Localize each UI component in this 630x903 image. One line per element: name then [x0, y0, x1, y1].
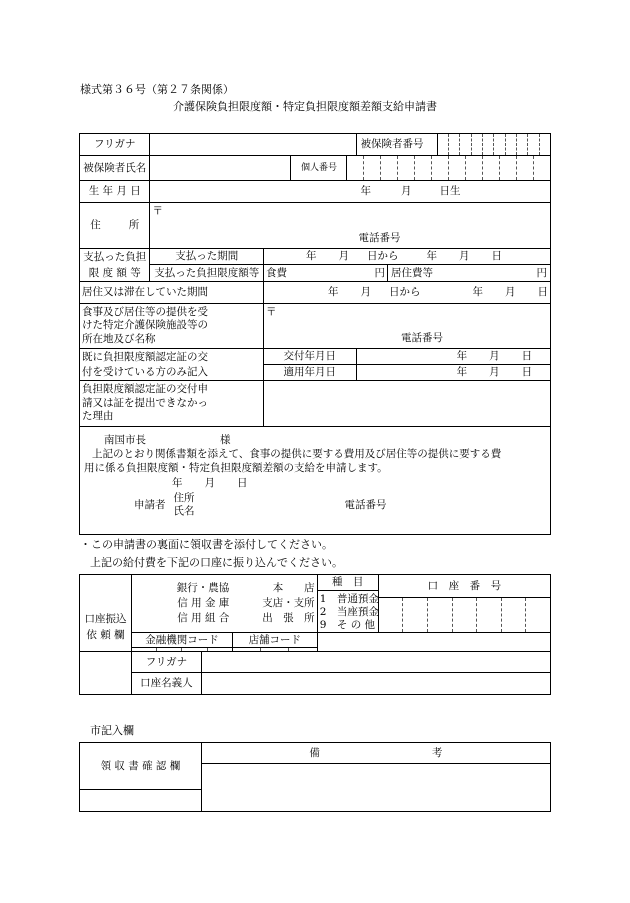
- account-number-boxes[interactable]: [379, 598, 550, 632]
- account-type-options[interactable]: 1 普通預金 2 当座預金 9 そ の 他: [319, 592, 379, 631]
- dob-year: 年: [360, 185, 371, 198]
- insured-number-cell: [356, 134, 550, 156]
- stay-field[interactable]: 年 月 日から 年 月 日: [263, 282, 550, 304]
- residence-yen: 円: [536, 266, 547, 279]
- account-type-label: 種 目: [318, 575, 378, 591]
- reason-field[interactable]: [263, 381, 550, 427]
- holder-spacer-2: [80, 673, 132, 695]
- office-use-label: 市記入欄: [90, 724, 134, 737]
- paid-period-label: 支払った期間: [150, 249, 264, 265]
- applicant-phone-label: 電話番号: [344, 499, 387, 512]
- receipt-note: ・この申請書の裏面に領収書を添付してください。: [80, 538, 333, 551]
- furigana-input[interactable]: [150, 134, 356, 156]
- branch-code-boxes[interactable]: [233, 648, 317, 651]
- dob-field[interactable]: [150, 181, 551, 203]
- insured-name-input[interactable]: [150, 156, 290, 180]
- addressee: 南国市長: [104, 434, 146, 446]
- bank-code-label: 金融機関コード: [132, 633, 232, 648]
- holder-spacer-1: [80, 652, 132, 673]
- insured-name-label: 被保険者氏名: [80, 156, 150, 181]
- page-title: 介護保険負担限度額・特定負担限度額差額支給申請書: [173, 100, 437, 113]
- paid-label-2: 限 度 額 等: [80, 265, 150, 282]
- reason-label: 負担限度額認定証の交付申 請又は証を提出できなかっ た理由: [80, 381, 264, 427]
- holder-furigana-label: フリガナ: [131, 652, 201, 673]
- insured-number-label: 被保険者番号: [360, 138, 424, 151]
- applicant-label: 申請者: [134, 499, 166, 512]
- food-label: 食費: [265, 266, 287, 279]
- facility-phone-label: 電話番号: [400, 332, 443, 345]
- paid-amount-field[interactable]: [263, 265, 550, 282]
- apply-date-field[interactable]: 年 月 日: [356, 365, 550, 381]
- certificate-label-1: 既に負担限度額認定証の交: [80, 349, 264, 365]
- receipt-check-field[interactable]: [80, 790, 202, 812]
- bank-code-boxes[interactable]: [132, 648, 232, 651]
- applicant-address-name: 住所 氏名: [173, 491, 195, 518]
- facility-label: 食事及び居住等の提供を受 けた特定介護保険施設等の 所在地及び名称: [80, 304, 264, 349]
- insured-name-row: [150, 156, 551, 181]
- bank-transfer-label: 口座振込 依 頼 欄: [80, 575, 132, 652]
- bank-type-options[interactable]: 銀行・農協 信 用 金 庫 信 用 組 合: [131, 575, 231, 633]
- facility-postal: 〒: [265, 306, 277, 318]
- paid-amount-label: 支払った負担限度額等: [150, 265, 264, 282]
- address-field[interactable]: [150, 203, 551, 249]
- certificate-label-2: 付を受けている方のみ記入: [80, 365, 264, 381]
- address-phone-label: 電話番号: [358, 232, 401, 245]
- holder-furigana-input[interactable]: [201, 652, 550, 673]
- insured-number-boxes[interactable]: [437, 134, 550, 155]
- branch-code-label: 店舗コード: [233, 633, 317, 648]
- individual-number-label: 個人番号: [290, 156, 346, 180]
- facility-field[interactable]: [263, 304, 550, 349]
- transfer-note: 上記の給付費を下記の口座に振り込んでください。: [90, 556, 343, 569]
- application-form-table: [79, 133, 551, 535]
- form-number: 様式第３６号（第２７条関係）: [80, 83, 234, 96]
- codes-row: [131, 633, 317, 652]
- honorific: 様: [220, 434, 231, 446]
- address-label: 住 所: [80, 203, 150, 249]
- issue-date-field[interactable]: 年 月 日: [356, 349, 550, 365]
- receipt-check-label: 領 収 書 確 認 欄: [80, 743, 202, 790]
- apply-date-label: 適用年月日: [263, 365, 356, 381]
- account-type-number: [317, 575, 550, 633]
- remarks-header: 備 考: [201, 743, 550, 764]
- application-declaration: 南国市長 様 上記のとおり関係書類を添えて、食事の提供に要する費用及び居住等の提供に要する費 用に係る負担限度額・特定負担限度額差額の支給を申請します。 年 月 日 申請者 住所 氏名 電話番号: [80, 427, 551, 535]
- remarks-field[interactable]: [201, 764, 550, 812]
- dob-month: 月: [400, 185, 412, 198]
- bank-transfer-table: [79, 574, 551, 695]
- individual-number-boxes[interactable]: [346, 156, 550, 180]
- dob-day: 日生: [439, 185, 461, 198]
- application-body-1: 上記のとおり関係書類を添えて、食事の提供に要する費用及び居住等の提供に要する費: [92, 448, 502, 461]
- stay-label: 居住又は滞在していた期間: [80, 282, 264, 304]
- account-number-continue: [317, 633, 550, 652]
- branch-type-options[interactable]: 本 店 支店・支所 出 張 所: [231, 575, 317, 633]
- issue-date-label: 交付年月日: [263, 349, 356, 365]
- account-holder-label: 口座名義人: [131, 673, 201, 695]
- residence-label: 居住費等: [390, 266, 433, 279]
- paid-label-1: 支払った負担: [80, 249, 150, 265]
- dob-label: 生 年 月 日: [80, 181, 150, 203]
- paid-period-field[interactable]: 年 月 日から 年 月 日: [263, 249, 550, 265]
- account-holder-input[interactable]: [201, 673, 550, 695]
- application-body-2: 用に係る負担限度額・特定負担限度額差額の支給を申請します。: [84, 462, 388, 475]
- food-yen: 円: [374, 266, 385, 279]
- office-use-table: [79, 742, 551, 812]
- furigana-label: フリガナ: [80, 134, 150, 156]
- account-number-label: 口 座 番 号: [379, 575, 550, 598]
- address-postal: 〒: [152, 205, 163, 217]
